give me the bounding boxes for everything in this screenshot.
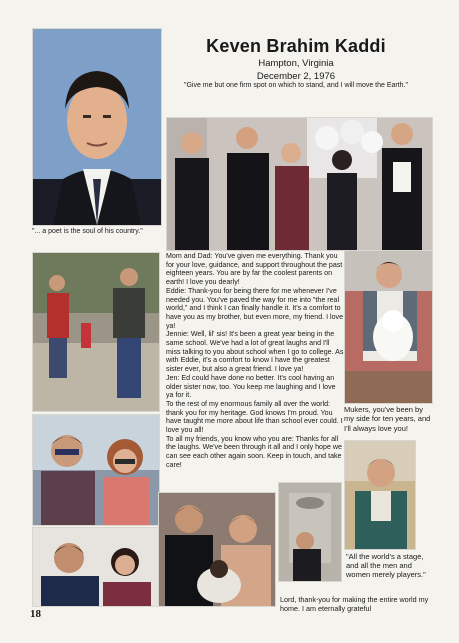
message-paragraph: Mom and Dad: You've given me everything. Thank you for your love, guidance, and support throughout the past eighteen years. You are by far the coolest parents on earth! I love you dearly!	[166, 252, 343, 287]
header-quote: "Give me but one firm spot on which to stand, and I will move the Earth."	[183, 82, 409, 89]
senior-portrait-photo	[32, 28, 162, 226]
fountain-photo	[278, 482, 342, 582]
family-wedding-photo	[166, 117, 433, 251]
stage-quote-caption: "All the world's a stage, and all the men and women merely players."	[346, 552, 426, 579]
portrait-caption: "... a poet is the soul of his country."	[32, 228, 143, 235]
message-paragraph: To the rest of my enormous family all over the world: thank you for my heritage. God knows I'm proud. You have taught me more about life than school ever could. I love you all!	[166, 399, 343, 435]
closing-caption: Lord, thank-you for making the entire world my home. I am eternally grateful	[280, 595, 429, 613]
hometown: Hampton, Virginia	[258, 58, 334, 69]
message-paragraph: Jennie: Well, lil' sis! It's been a great year being in the same school. We've had a lot of great laughs and I'll miss talking to you about school when I go to college. As with Eddie, it's a comfort to know I have the greatest sister ever, but also a great friend. I love ya!	[166, 330, 344, 374]
birth-date: December 2, 1976	[256, 71, 336, 82]
message-paragraph: Eddie: Thank-you for being there for me whenever I've needed you. You've paved the way for me into "the real world," and I think I can finally handle it. It's a comfort to have you as my brother, but even more, my friend. I love ya!	[166, 286, 344, 330]
childhood-street-photo	[32, 252, 160, 412]
message-paragraph: Jen: Ed could have done no better. It's cool having an older sister now, too. You keep me laughing and I love ya for it.	[166, 373, 336, 400]
friends-sunglasses-photo	[32, 414, 160, 526]
message-body	[166, 252, 344, 470]
student-name: Keven Brahim Kaddi	[206, 36, 386, 56]
message-paragraph: To all my friends, you know who you are: Thanks for all the laughs. We've been through it all and I only hope we can see each other again soon. Keep in touch, and take care!	[166, 434, 342, 469]
friends-group-photo	[158, 492, 276, 607]
dog-caption: Mukers, you've been by my side for ten years, and I'll always love you!	[344, 405, 431, 433]
friends-evening-photo	[32, 527, 160, 607]
graduation-photo	[344, 440, 416, 550]
dog-photo	[344, 250, 433, 404]
page-number: 18	[30, 608, 41, 620]
